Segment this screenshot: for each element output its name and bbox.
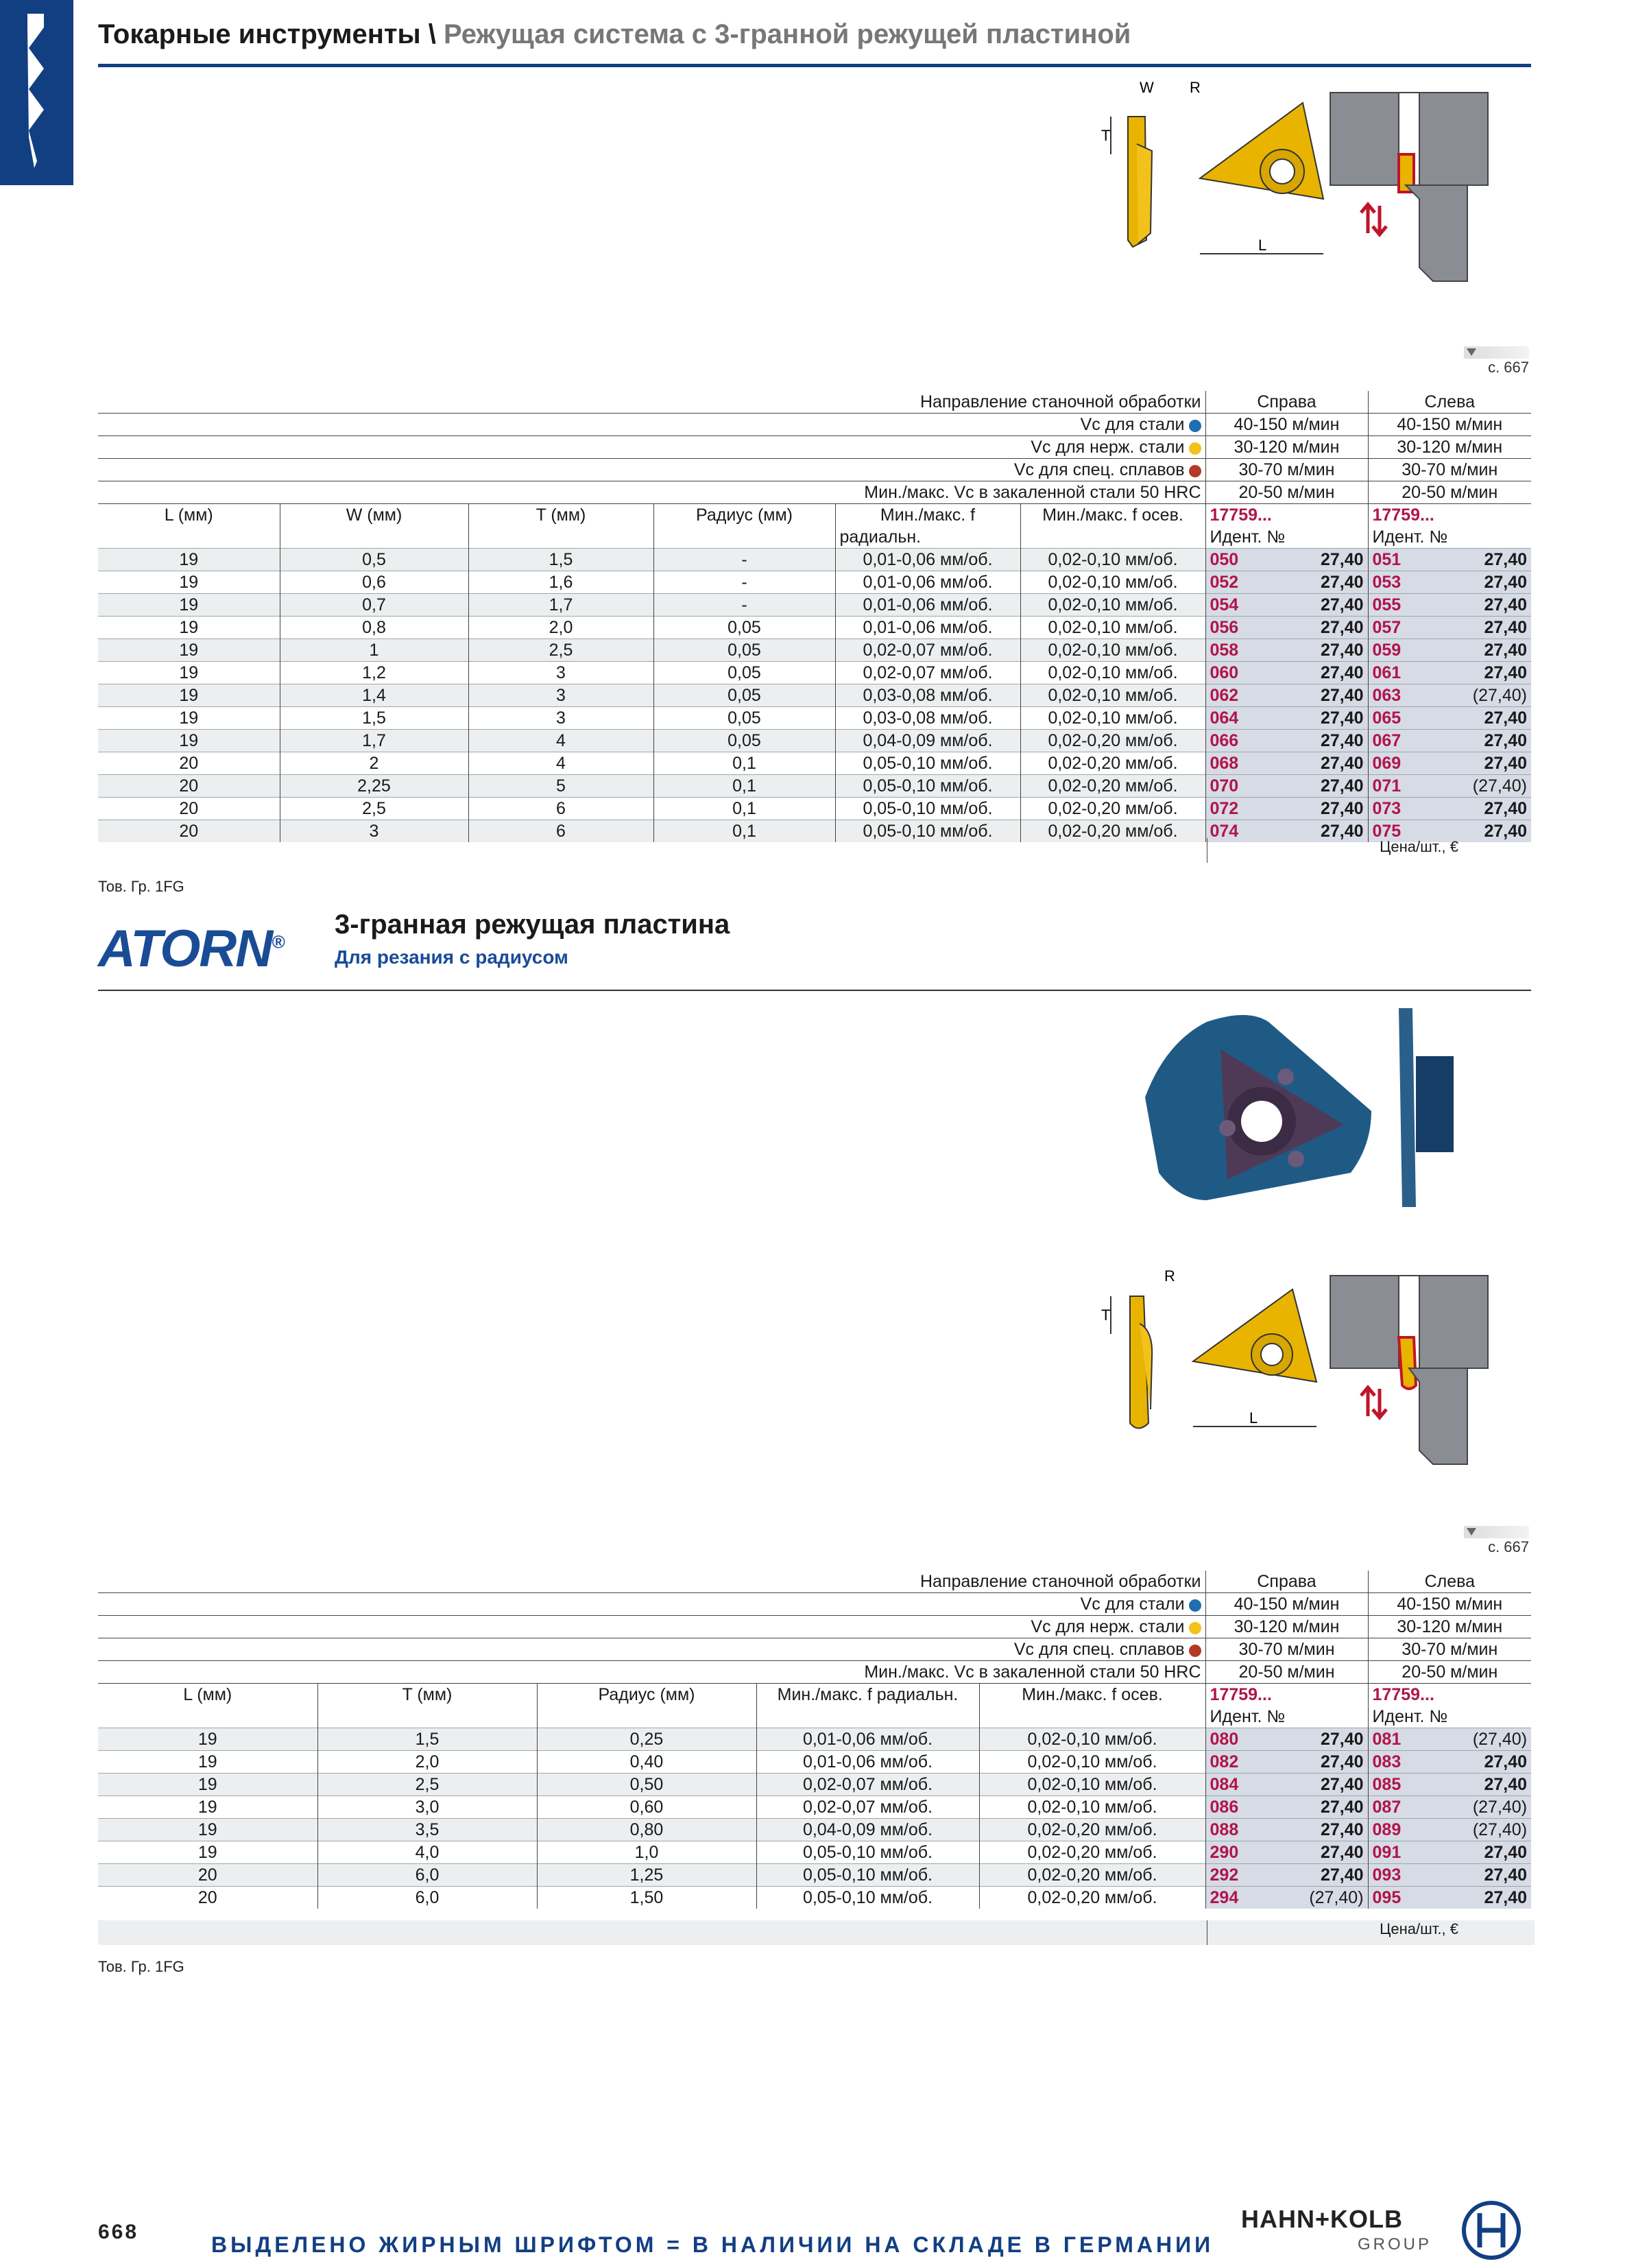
table-row [98, 617, 1531, 639]
cell-l: 20 [98, 752, 280, 775]
cell-fr: 0,03-0,08 мм/об. [835, 684, 1020, 707]
table-row [98, 707, 1531, 730]
col-l-2: L (мм) [98, 1684, 317, 1706]
cell-r: 0,1 [653, 775, 835, 798]
price: 27,40 [1264, 1864, 1368, 1887]
table-row [98, 775, 1531, 798]
cell-t: 3,5 [317, 1819, 537, 1841]
article-code: 058 [1205, 639, 1264, 662]
article-code: 066 [1205, 730, 1264, 752]
table-row [98, 639, 1531, 662]
cell-fr: 0,03-0,08 мм/об. [835, 707, 1020, 730]
col-radius-2: Радиус (мм) [537, 1684, 756, 1706]
article-code: 083 [1368, 1751, 1419, 1774]
article-code: 067 [1368, 730, 1419, 752]
cell-r: 0,40 [537, 1751, 756, 1774]
cell-l: 19 [98, 1841, 317, 1864]
cell-fa: 0,02-0,10 мм/об. [1020, 662, 1205, 684]
table-row [98, 1887, 1531, 1909]
col-t-2: T (мм) [317, 1684, 537, 1706]
table-row [98, 684, 1531, 707]
article-code: 051 [1368, 549, 1419, 571]
price: 27,40 [1264, 1728, 1368, 1751]
article-code: 080 [1205, 1728, 1264, 1751]
price: (27,40) [1419, 1819, 1531, 1841]
price: 27,40 [1264, 684, 1368, 707]
cell-fr: 0,05-0,10 мм/об. [835, 752, 1020, 775]
col-f-axial: Мин./макс. f осев. [1020, 504, 1205, 527]
table-row [98, 549, 1531, 571]
dim-t-label: T [1101, 127, 1111, 144]
cell-t: 6,0 [317, 1887, 537, 1909]
cell-t: 1,5 [468, 549, 653, 571]
article-code: 059 [1368, 639, 1419, 662]
table-row [98, 1751, 1531, 1774]
price: 27,40 [1264, 798, 1368, 820]
cell-fa: 0,02-0,10 мм/об. [979, 1728, 1205, 1751]
insert-diagram-1 [1097, 75, 1495, 288]
cell-fr: 0,02-0,07 мм/об. [756, 1796, 979, 1819]
price: (27,40) [1419, 684, 1531, 707]
table-row [98, 571, 1531, 594]
article-code: 082 [1205, 1751, 1264, 1774]
col-l: L (мм) [98, 504, 280, 527]
cell-fr: 0,01-0,06 мм/об. [835, 594, 1020, 617]
cell-l: 20 [98, 798, 280, 820]
article-code: 069 [1368, 752, 1419, 775]
cell-fr: 0,05-0,10 мм/об. [835, 798, 1020, 820]
article-code: 290 [1205, 1841, 1264, 1864]
table-row [98, 1796, 1531, 1819]
article-code: 086 [1205, 1796, 1264, 1819]
price: 27,40 [1419, 820, 1531, 843]
price: 27,40 [1419, 1887, 1531, 1909]
cell-l: 19 [98, 730, 280, 752]
dim-r-label-2: R [1164, 1267, 1175, 1285]
article-code: 061 [1368, 662, 1419, 684]
cell-fr: 0,02-0,07 мм/об. [835, 662, 1020, 684]
cell-w: 0,6 [280, 571, 468, 594]
table-row [98, 1774, 1531, 1796]
cell-t: 4,0 [317, 1841, 537, 1864]
table-row [98, 798, 1531, 820]
cell-fr: 0,05-0,10 мм/об. [835, 775, 1020, 798]
price: 27,40 [1419, 639, 1531, 662]
cell-t: 2,0 [468, 617, 653, 639]
cell-fr: 0,05-0,10 мм/об. [756, 1864, 979, 1887]
cell-t: 6 [468, 798, 653, 820]
cell-t: 3 [468, 707, 653, 730]
price: 27,40 [1264, 707, 1368, 730]
article-code: 084 [1205, 1774, 1264, 1796]
cell-t: 2,0 [317, 1751, 537, 1774]
cell-r: 0,80 [537, 1819, 756, 1841]
price: 27,40 [1264, 752, 1368, 775]
price: 27,40 [1419, 752, 1531, 775]
price: 27,40 [1419, 1841, 1531, 1864]
table-row [98, 730, 1531, 752]
cell-r: 0,25 [537, 1728, 756, 1751]
product-group-2: Тов. Гр. 1FG [98, 1958, 184, 1975]
article-code: 087 [1368, 1796, 1419, 1819]
col-w: W (мм) [280, 504, 468, 527]
article-code: 062 [1205, 684, 1264, 707]
cell-l: 19 [98, 571, 280, 594]
table-2-footer-band [98, 1920, 1207, 1945]
cell-fr: 0,02-0,07 мм/об. [756, 1774, 979, 1796]
vc-stainless-label: Vc для нерж. стали [98, 436, 1205, 459]
section-subtitle: Для резания с радиусом [335, 946, 568, 968]
price: (27,40) [1419, 1796, 1531, 1819]
side-tab [0, 0, 73, 185]
page-reference-2[interactable]: с. 667 [1440, 1526, 1529, 1556]
article-code: 294 [1205, 1887, 1264, 1909]
cell-w: 2,5 [280, 798, 468, 820]
cell-w: 1,7 [280, 730, 468, 752]
section-header-2 [98, 905, 1531, 991]
cell-r: 1,0 [537, 1841, 756, 1864]
cell-fr: 0,01-0,06 мм/об. [835, 617, 1020, 639]
article-code: 063 [1368, 684, 1419, 707]
article-code: 088 [1205, 1819, 1264, 1841]
spec-table-1: Направление станочной обработки Справа Слева Vc для стали 40-150 м/мин 40-150 м/мин Vc для нерж. стали 30-120 м/мин 30-120 м/мин Vc для спец. сплавов 30-70 м/мин 30-70 м/мин Мин./макс. Vc в закаленной стали 50 HRC 20-50 м/мин 20-50 м/мин L (мм) W (мм) T (мм) Радиус (мм) Мин./макс. f Мин./макс. f осев. 17759... 17759... радиальн. Идент. № Идент. № 19 0,5 1,5 - 0,01-0,06 мм/об. 0,02-0,10 мм/об. 050 27,40 051 27,40 19 0,6 1,6 - 0,01-0,06 мм/об. 0,02-0,10 мм/об. 052 27,40 053 27,40 19 0,7 1,7 - 0,01-0,06 мм/об. 0,02-0,10 мм/об. 054 27,40 055 27,40 19 0,8 2,0 0,05 0,01-0,06 мм/об. 0,02-0,10 мм/об. 056 27,40 057 27,40 19 1 2,5 0,05 0,02-0,07 мм/об. 0,02-0,10 мм/об. 058 27,40 059 27,40 19 1,2 3 0,05 0,02-0,07 мм/об. 0,02-0,10 мм/об. 060 27,40 061 27,40 19 1,4 3 0,05 0,03-0,08 мм/об. 0,02-0,10 мм/об. 062 27,40 063 (27,40) 19 1,5 3 0,05 0,03-0,08 мм/об. 0,02-0,10 мм/об. 064 27,40 065 27,40 19 1,7 4 0,05 0,04-0,09 мм/об. 0,02-0,20 мм/об. 066 27,40 067 27,40 20 2 4 0,1 0,05-0,10 мм/об. 0,02-0,20 мм/об. 068 27,40 069 27,40 20 2,25 5 0,1 0,05-0,10 мм/об. 0,02-0,20 мм/об. 070 27,40 071 (27,40) 20 2,5 6 0,1 0,05-0,10 мм/об. 0,02-0,20 мм/об. 072 27,40 073 27,40 20 3 6 0,1 0,05-0,10 мм/об. 0,02-0,20 мм/об. 074 27,40 075 27,40 [98, 391, 1531, 842]
cell-l: 19 [98, 1796, 317, 1819]
cell-r: 1,25 [537, 1864, 756, 1887]
cell-r: 0,05 [653, 730, 835, 752]
table-row [98, 1864, 1531, 1887]
cell-t: 6,0 [317, 1864, 537, 1887]
cell-r: - [653, 571, 835, 594]
article-code: 093 [1368, 1864, 1419, 1887]
article-code: 057 [1368, 617, 1419, 639]
cell-r: 0,05 [653, 617, 835, 639]
price: 27,40 [1264, 730, 1368, 752]
cell-l: 19 [98, 549, 280, 571]
price: 27,40 [1419, 571, 1531, 594]
cell-fr: 0,01-0,06 мм/об. [756, 1751, 979, 1774]
drill-icon [0, 0, 73, 185]
atorn-logo: ATORN® [98, 920, 284, 978]
page-reference-1[interactable]: с. 667 [1440, 346, 1529, 377]
vc-steel-label: Vc для стали [98, 414, 1205, 436]
cell-t: 4 [468, 752, 653, 775]
cell-l: 20 [98, 1864, 317, 1887]
table-row [98, 1841, 1531, 1864]
cell-fa: 0,02-0,20 мм/об. [1020, 798, 1205, 820]
price: 27,40 [1264, 775, 1368, 798]
article-code: 089 [1368, 1819, 1419, 1841]
article-code: 056 [1205, 617, 1264, 639]
steel-dot-icon [1189, 420, 1201, 432]
cell-w: 1 [280, 639, 468, 662]
cell-fa: 0,02-0,10 мм/об. [1020, 707, 1205, 730]
cell-fa: 0,02-0,20 мм/об. [1020, 775, 1205, 798]
table-row [98, 1819, 1531, 1841]
cell-t: 1,6 [468, 571, 653, 594]
price: 27,40 [1264, 549, 1368, 571]
cell-r: 0,05 [653, 684, 835, 707]
price: 27,40 [1419, 662, 1531, 684]
insert-diagram-2 [1097, 1262, 1495, 1475]
article-code: 072 [1205, 798, 1264, 820]
cell-t: 1,5 [317, 1728, 537, 1751]
price: 27,40 [1264, 1751, 1368, 1774]
cell-t: 3 [468, 684, 653, 707]
table-row [98, 662, 1531, 684]
cell-l: 20 [98, 775, 280, 798]
arrow-down-icon [1464, 1526, 1529, 1538]
article-code: 054 [1205, 594, 1264, 617]
price: 27,40 [1264, 571, 1368, 594]
dim-w-label: W [1140, 79, 1154, 96]
article-code: 091 [1368, 1841, 1419, 1864]
cell-fa: 0,02-0,10 мм/об. [1020, 639, 1205, 662]
cell-fa: 0,02-0,10 мм/об. [1020, 617, 1205, 639]
cell-fa: 0,02-0,20 мм/об. [979, 1887, 1205, 1909]
steel-dot-icon [1189, 1599, 1201, 1612]
cell-fa: 0,02-0,10 мм/об. [1020, 684, 1205, 707]
article-code: 292 [1205, 1864, 1264, 1887]
cell-fr: 0,01-0,06 мм/об. [835, 549, 1020, 571]
price: 27,40 [1419, 617, 1531, 639]
cell-fa: 0,02-0,10 мм/об. [979, 1751, 1205, 1774]
col-t: T (мм) [468, 504, 653, 527]
article-code: 071 [1368, 775, 1419, 798]
cell-fr: 0,01-0,06 мм/об. [756, 1728, 979, 1751]
vc-hardened-label: Мин./макс. Vc в закаленной стали 50 HRC [98, 481, 1205, 504]
cell-r: 0,60 [537, 1796, 756, 1819]
col-radius: Радиус (мм) [653, 504, 835, 527]
price: 27,40 [1264, 639, 1368, 662]
vc-special-label: Vc для спец. сплавов [98, 459, 1205, 481]
article-code: 064 [1205, 707, 1264, 730]
table-row [98, 1728, 1531, 1751]
cell-t: 3,0 [317, 1796, 537, 1819]
cell-fa: 0,02-0,20 мм/об. [1020, 752, 1205, 775]
article-code: 070 [1205, 775, 1264, 798]
cell-r: 0,1 [653, 820, 835, 843]
cell-r: 0,1 [653, 798, 835, 820]
code-prefix-right: 17759... [1205, 504, 1368, 527]
product-group-1: Тов. Гр. 1FG [98, 878, 184, 895]
article-code: 055 [1368, 594, 1419, 617]
article-code: 085 [1368, 1774, 1419, 1796]
price: 27,40 [1419, 730, 1531, 752]
direction-left: Слева [1368, 391, 1531, 414]
cell-l: 19 [98, 617, 280, 639]
cell-l: 19 [98, 1728, 317, 1751]
dim-t-label-2: T [1101, 1306, 1111, 1324]
cell-fr: 0,05-0,10 мм/об. [835, 820, 1020, 843]
stainless-dot-icon [1189, 1622, 1201, 1634]
dim-r-label: R [1190, 79, 1201, 96]
article-code: 068 [1205, 752, 1264, 775]
cell-t: 5 [468, 775, 653, 798]
arrow-down-icon [1464, 346, 1529, 359]
cell-l: 19 [98, 594, 280, 617]
cell-t: 4 [468, 730, 653, 752]
price: 27,40 [1419, 1864, 1531, 1887]
price: 27,40 [1264, 820, 1368, 843]
cell-fa: 0,02-0,10 мм/об. [1020, 549, 1205, 571]
article-code: 060 [1205, 662, 1264, 684]
cell-fa: 0,02-0,10 мм/об. [979, 1774, 1205, 1796]
cell-fr: 0,05-0,10 мм/об. [756, 1841, 979, 1864]
article-code: 052 [1205, 571, 1264, 594]
cell-l: 19 [98, 1819, 317, 1841]
spec-table-2: Направление станочной обработки Справа Слева Vc для стали 40-150 м/мин 40-150 м/мин Vc для нерж. стали 30-120 м/мин 30-120 м/мин Vc для спец. сплавов 30-70 м/мин 30-70 м/мин Мин./макс. Vc в закаленной стали 50 HRC 20-50 м/мин 20-50 м/мин L (мм) T (мм) Радиус (мм) Мин./макс. f радиальн. Мин./макс. f осев. 17759... 17759... Идент. № Идент. № 19 1,5 0,25 0,01-0,06 мм/об. 0,02-0,10 мм/об. 080 27,40 081 (27,40) 19 2,0 0,40 0,01-0,06 мм/об. 0,02-0,10 мм/об. 082 27,40 083 27,40 19 2,5 0,50 0,02-0,07 мм/об. 0,02-0,10 мм/об. 084 27,40 085 27,40 19 3,0 0,60 0,02-0,07 мм/об. 0,02-0,10 мм/об. 086 27,40 087 (27,40) 19 3,5 0,80 0,04-0,09 мм/об. 0,02-0,20 мм/об. 088 27,40 089 (27,40) 19 4,0 1,0 0,05-0,10 мм/об. 0,02-0,20 мм/об. 290 27,40 091 27,40 20 6,0 1,25 0,05-0,10 мм/об. 0,02-0,20 мм/об. 292 27,40 093 27,40 20 6,0 1,50 0,05-0,10 мм/об. 0,02-0,20 мм/об. 294 (27,40) 095 27,40 [98, 1571, 1531, 1909]
price-label-2: Цена/шт., € [1207, 1920, 1535, 1945]
cell-w: 2,25 [280, 775, 468, 798]
cell-fr: 0,02-0,07 мм/об. [835, 639, 1020, 662]
cell-fa: 0,02-0,20 мм/об. [1020, 820, 1205, 843]
cell-t: 6 [468, 820, 653, 843]
price: 27,40 [1264, 1819, 1368, 1841]
special-dot-icon [1189, 465, 1201, 477]
page-header [98, 14, 1531, 67]
cell-l: 19 [98, 684, 280, 707]
price: (27,40) [1419, 775, 1531, 798]
cell-fa: 0,02-0,10 мм/об. [1020, 594, 1205, 617]
cell-w: 2 [280, 752, 468, 775]
cell-l: 20 [98, 820, 280, 843]
cell-t: 3 [468, 662, 653, 684]
cell-fr: 0,05-0,10 мм/об. [756, 1887, 979, 1909]
cell-fa: 0,02-0,20 мм/об. [979, 1864, 1205, 1887]
cell-t: 2,5 [468, 639, 653, 662]
cell-fa: 0,02-0,20 мм/об. [1020, 730, 1205, 752]
company-logo: HAHN+KOLB GROUP [1241, 2205, 1403, 2234]
page-number: 668 [98, 2221, 139, 2243]
cell-fa: 0,02-0,10 мм/об. [1020, 571, 1205, 594]
cell-r: 0,05 [653, 707, 835, 730]
article-code: 074 [1205, 820, 1264, 843]
cell-r: 0,05 [653, 639, 835, 662]
cell-r: 0,1 [653, 752, 835, 775]
cell-w: 1,5 [280, 707, 468, 730]
col-f-radial-2: Мин./макс. f радиальн. [756, 1684, 979, 1706]
cell-fa: 0,02-0,20 мм/об. [979, 1841, 1205, 1864]
table-row [98, 752, 1531, 775]
price: (27,40) [1419, 1728, 1531, 1751]
cell-fr: 0,04-0,09 мм/об. [835, 730, 1020, 752]
direction-label-2: Направление станочной обработки [919, 1572, 1201, 1591]
cell-fa: 0,02-0,20 мм/об. [979, 1819, 1205, 1841]
price: 27,40 [1419, 798, 1531, 820]
article-code: 095 [1368, 1887, 1419, 1909]
price: 27,40 [1264, 617, 1368, 639]
article-code: 053 [1368, 571, 1419, 594]
page-title: Токарные инструменты \ Режущая система с 3-гранной режущей пластиной [98, 19, 1131, 49]
hk-emblem-icon [1460, 2199, 1522, 2261]
price: 27,40 [1264, 662, 1368, 684]
cell-l: 20 [98, 1887, 317, 1909]
price: 27,40 [1419, 707, 1531, 730]
direction-right: Справа [1205, 391, 1368, 414]
cell-w: 3 [280, 820, 468, 843]
price: 27,40 [1419, 549, 1531, 571]
cell-r: - [653, 549, 835, 571]
cell-fr: 0,04-0,09 мм/об. [756, 1819, 979, 1841]
price: 27,40 [1264, 1841, 1368, 1864]
special-dot-icon [1189, 1645, 1201, 1657]
stock-slogan: ВЫДЕЛЕНО ЖИРНЫМ ШРИФТОМ = В НАЛИЧИИ НА СКЛАДЕ В ГЕРМАНИИ [211, 2232, 1214, 2257]
price: 27,40 [1419, 1774, 1531, 1796]
cell-w: 1,4 [280, 684, 468, 707]
article-code: 081 [1368, 1728, 1419, 1751]
price: 27,40 [1264, 1796, 1368, 1819]
price: 27,40 [1419, 1751, 1531, 1774]
price: 27,40 [1264, 1774, 1368, 1796]
cell-t: 2,5 [317, 1774, 537, 1796]
cell-w: 0,8 [280, 617, 468, 639]
cell-w: 1,2 [280, 662, 468, 684]
cell-w: 0,5 [280, 549, 468, 571]
article-code: 075 [1368, 820, 1419, 843]
code-prefix-left: 17759... [1368, 504, 1531, 527]
price: 27,40 [1419, 594, 1531, 617]
direction-label: Направление станочной обработки [919, 392, 1201, 411]
cell-fr: 0,01-0,06 мм/об. [835, 571, 1020, 594]
article-code: 050 [1205, 549, 1264, 571]
cell-t: 1,7 [468, 594, 653, 617]
article-code: 073 [1368, 798, 1419, 820]
cell-r: 1,50 [537, 1887, 756, 1909]
cell-w: 0,7 [280, 594, 468, 617]
stainless-dot-icon [1189, 442, 1201, 455]
cell-fa: 0,02-0,10 мм/об. [979, 1796, 1205, 1819]
dim-l-label: L [1258, 237, 1267, 254]
col-f-radial: Мин./макс. f [835, 504, 1020, 527]
cell-l: 19 [98, 1774, 317, 1796]
dim-l-label-2: L [1249, 1409, 1258, 1427]
price: 27,40 [1264, 594, 1368, 617]
article-code: 065 [1368, 707, 1419, 730]
col-f-axial-2: Мин./макс. f осев. [979, 1684, 1205, 1706]
cell-l: 19 [98, 1751, 317, 1774]
product-photo [1124, 1001, 1481, 1221]
section-title: 3-гранная режущая пластина [335, 909, 730, 940]
cell-l: 19 [98, 639, 280, 662]
cell-r: 0,50 [537, 1774, 756, 1796]
cell-r: - [653, 594, 835, 617]
cell-l: 19 [98, 707, 280, 730]
cell-l: 19 [98, 662, 280, 684]
price: (27,40) [1264, 1887, 1368, 1909]
cell-r: 0,05 [653, 662, 835, 684]
table-row [98, 594, 1531, 617]
price-label-1: Цена/шт., € [1207, 838, 1535, 863]
